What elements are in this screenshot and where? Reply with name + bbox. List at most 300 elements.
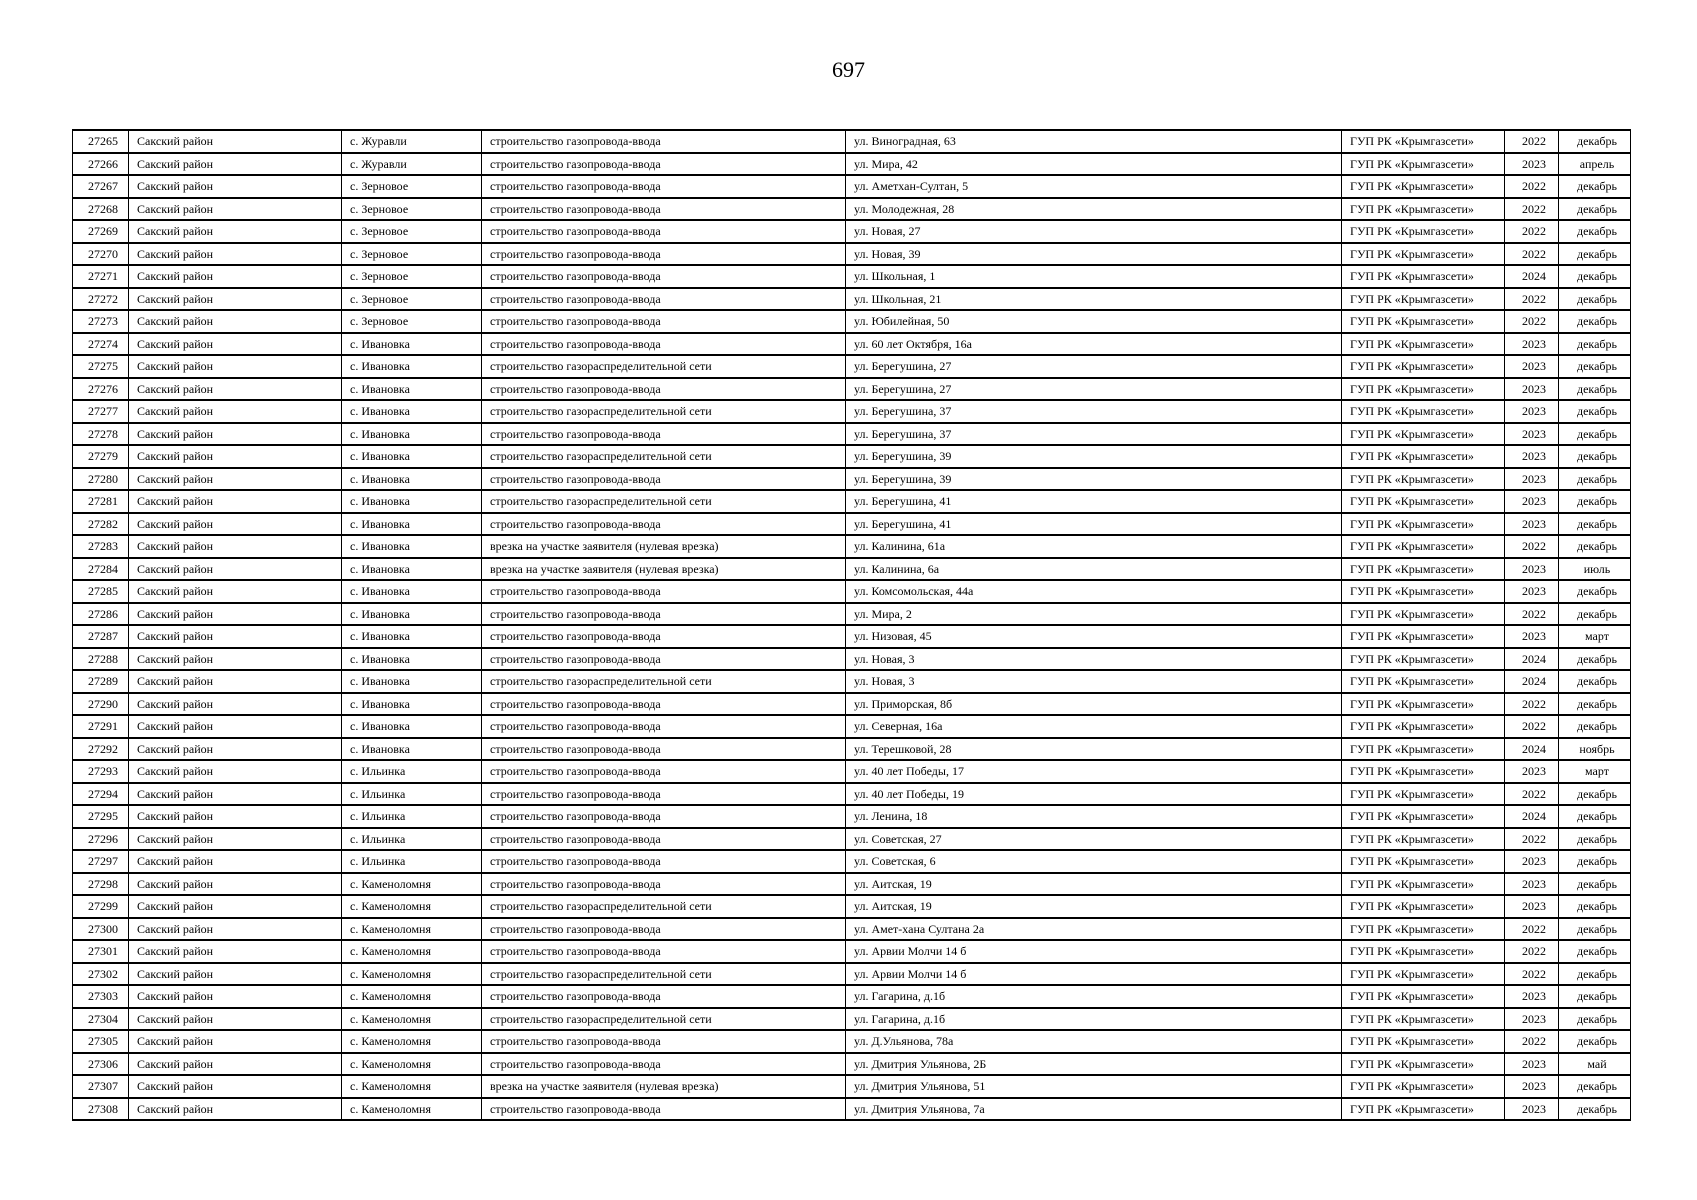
row-number: 27280 bbox=[73, 468, 129, 491]
address-cell: ул. Берегушина, 37 bbox=[846, 400, 1342, 423]
settlement-cell: с. Журавли bbox=[342, 153, 482, 176]
year-cell: 2023 bbox=[1505, 468, 1559, 491]
row-number: 27303 bbox=[73, 985, 129, 1008]
district-cell: Сакский район bbox=[129, 783, 342, 806]
work-type-cell: строительство газопровода-ввода bbox=[482, 715, 846, 738]
month-cell: декабрь bbox=[1559, 490, 1631, 513]
month-cell: декабрь bbox=[1559, 445, 1631, 468]
work-type-cell: строительство газопровода-ввода bbox=[482, 378, 846, 401]
district-cell: Сакский район bbox=[129, 715, 342, 738]
district-cell: Сакский район bbox=[129, 445, 342, 468]
table-row bbox=[73, 828, 1631, 851]
year-cell: 2023 bbox=[1505, 490, 1559, 513]
row-number: 27275 bbox=[73, 355, 129, 378]
month-cell: декабрь bbox=[1559, 580, 1631, 603]
address-cell: ул. Калинина, 6а bbox=[846, 558, 1342, 581]
settlement-cell: с. Ивановка bbox=[342, 693, 482, 716]
district-cell: Сакский район bbox=[129, 558, 342, 581]
settlement-cell: с. Ивановка bbox=[342, 670, 482, 693]
row-number: 27269 bbox=[73, 220, 129, 243]
address-cell: ул. Арвии Молчи 14 б bbox=[846, 940, 1342, 963]
year-cell: 2023 bbox=[1505, 985, 1559, 1008]
district-cell: Сакский район bbox=[129, 805, 342, 828]
work-type-cell: строительство газопровода-ввода bbox=[482, 198, 846, 221]
table-row bbox=[73, 1075, 1631, 1098]
row-number: 27270 bbox=[73, 243, 129, 266]
settlement-cell: с. Ивановка bbox=[342, 468, 482, 491]
address-cell: ул. Школьная, 21 bbox=[846, 288, 1342, 311]
organization-cell: ГУП РК «Крымгазсети» bbox=[1342, 918, 1505, 941]
settlement-cell: с. Каменоломня bbox=[342, 1030, 482, 1053]
row-number: 27277 bbox=[73, 400, 129, 423]
organization-cell: ГУП РК «Крымгазсети» bbox=[1342, 535, 1505, 558]
work-type-cell: строительство газопровода-ввода bbox=[482, 243, 846, 266]
district-cell: Сакский район bbox=[129, 265, 342, 288]
row-number: 27286 bbox=[73, 603, 129, 626]
district-cell: Сакский район bbox=[129, 625, 342, 648]
work-type-cell: строительство газопровода-ввода bbox=[482, 783, 846, 806]
work-type-cell: строительство газопровода-ввода bbox=[482, 130, 846, 153]
address-cell: ул. Гагарина, д.1б bbox=[846, 1008, 1342, 1031]
row-number: 27289 bbox=[73, 670, 129, 693]
row-number: 27284 bbox=[73, 558, 129, 581]
district-cell: Сакский район bbox=[129, 985, 342, 1008]
address-cell: ул. Новая, 27 bbox=[846, 220, 1342, 243]
address-cell: ул. Новая, 3 bbox=[846, 648, 1342, 671]
row-number: 27271 bbox=[73, 265, 129, 288]
settlement-cell: с. Каменоломня bbox=[342, 918, 482, 941]
month-cell: декабрь bbox=[1559, 400, 1631, 423]
year-cell: 2022 bbox=[1505, 310, 1559, 333]
year-cell: 2023 bbox=[1505, 423, 1559, 446]
organization-cell: ГУП РК «Крымгазсети» bbox=[1342, 783, 1505, 806]
table-row bbox=[73, 940, 1631, 963]
work-type-cell: строительство газопровода-ввода bbox=[482, 153, 846, 176]
district-cell: Сакский район bbox=[129, 355, 342, 378]
organization-cell: ГУП РК «Крымгазсети» bbox=[1342, 243, 1505, 266]
row-number: 27281 bbox=[73, 490, 129, 513]
month-cell: май bbox=[1559, 1053, 1631, 1076]
month-cell: декабрь bbox=[1559, 985, 1631, 1008]
address-cell: ул. Комсомольская, 44а bbox=[846, 580, 1342, 603]
month-cell: декабрь bbox=[1559, 783, 1631, 806]
settlement-cell: с. Ивановка bbox=[342, 400, 482, 423]
settlement-cell: с. Ивановка bbox=[342, 558, 482, 581]
table-row bbox=[73, 468, 1631, 491]
district-cell: Сакский район bbox=[129, 850, 342, 873]
year-cell: 2022 bbox=[1505, 603, 1559, 626]
address-cell: ул. Мира, 2 bbox=[846, 603, 1342, 626]
year-cell: 2024 bbox=[1505, 670, 1559, 693]
district-cell: Сакский район bbox=[129, 738, 342, 761]
organization-cell: ГУП РК «Крымгазсети» bbox=[1342, 715, 1505, 738]
work-type-cell: строительство газопровода-ввода bbox=[482, 175, 846, 198]
district-cell: Сакский район bbox=[129, 693, 342, 716]
work-type-cell: строительство газопровода-ввода bbox=[482, 220, 846, 243]
district-cell: Сакский район bbox=[129, 288, 342, 311]
row-number: 27291 bbox=[73, 715, 129, 738]
address-cell: ул. Ленина, 18 bbox=[846, 805, 1342, 828]
work-type-cell: строительство газопровода-ввода bbox=[482, 580, 846, 603]
gasification-register-table bbox=[72, 129, 1631, 1121]
year-cell: 2022 bbox=[1505, 918, 1559, 941]
district-cell: Сакский район bbox=[129, 873, 342, 896]
settlement-cell: с. Ивановка bbox=[342, 490, 482, 513]
district-cell: Сакский район bbox=[129, 490, 342, 513]
month-cell: декабрь bbox=[1559, 535, 1631, 558]
organization-cell: ГУП РК «Крымгазсети» bbox=[1342, 468, 1505, 491]
work-type-cell: строительство газопровода-ввода bbox=[482, 940, 846, 963]
organization-cell: ГУП РК «Крымгазсети» bbox=[1342, 423, 1505, 446]
year-cell: 2022 bbox=[1505, 828, 1559, 851]
month-cell: март bbox=[1559, 625, 1631, 648]
year-cell: 2022 bbox=[1505, 963, 1559, 986]
address-cell: ул. Северная, 16а bbox=[846, 715, 1342, 738]
settlement-cell: с. Зерновое bbox=[342, 265, 482, 288]
row-number: 27285 bbox=[73, 580, 129, 603]
year-cell: 2023 bbox=[1505, 333, 1559, 356]
organization-cell: ГУП РК «Крымгазсети» bbox=[1342, 625, 1505, 648]
organization-cell: ГУП РК «Крымгазсети» bbox=[1342, 220, 1505, 243]
district-cell: Сакский район bbox=[129, 603, 342, 626]
district-cell: Сакский район bbox=[129, 760, 342, 783]
table-row bbox=[73, 175, 1631, 198]
month-cell: декабрь bbox=[1559, 243, 1631, 266]
year-cell: 2023 bbox=[1505, 400, 1559, 423]
district-cell: Сакский район bbox=[129, 1075, 342, 1098]
work-type-cell: строительство газопровода-ввода bbox=[482, 850, 846, 873]
table-row bbox=[73, 265, 1631, 288]
organization-cell: ГУП РК «Крымгазсети» bbox=[1342, 873, 1505, 896]
settlement-cell: с. Ильинка bbox=[342, 805, 482, 828]
address-cell: ул. Берегушина, 37 bbox=[846, 423, 1342, 446]
month-cell: декабрь bbox=[1559, 918, 1631, 941]
month-cell: апрель bbox=[1559, 153, 1631, 176]
row-number: 27273 bbox=[73, 310, 129, 333]
address-cell: ул. Д.Ульянова, 78а bbox=[846, 1030, 1342, 1053]
settlement-cell: с. Ивановка bbox=[342, 648, 482, 671]
address-cell: ул. Советская, 6 bbox=[846, 850, 1342, 873]
organization-cell: ГУП РК «Крымгазсети» bbox=[1342, 310, 1505, 333]
year-cell: 2022 bbox=[1505, 288, 1559, 311]
year-cell: 2023 bbox=[1505, 153, 1559, 176]
work-type-cell: строительство газопровода-ввода bbox=[482, 828, 846, 851]
year-cell: 2022 bbox=[1505, 693, 1559, 716]
month-cell: декабрь bbox=[1559, 940, 1631, 963]
table-row bbox=[73, 243, 1631, 266]
table-row bbox=[73, 670, 1631, 693]
district-cell: Сакский район bbox=[129, 468, 342, 491]
table-row bbox=[73, 198, 1631, 221]
year-cell: 2022 bbox=[1505, 175, 1559, 198]
organization-cell: ГУП РК «Крымгазсети» bbox=[1342, 130, 1505, 153]
organization-cell: ГУП РК «Крымгазсети» bbox=[1342, 648, 1505, 671]
settlement-cell: с. Ивановка bbox=[342, 423, 482, 446]
address-cell: ул. Дмитрия Ульянова, 51 bbox=[846, 1075, 1342, 1098]
district-cell: Сакский район bbox=[129, 175, 342, 198]
month-cell: декабрь bbox=[1559, 310, 1631, 333]
settlement-cell: с. Каменоломня bbox=[342, 1008, 482, 1031]
month-cell: декабрь bbox=[1559, 423, 1631, 446]
table-row bbox=[73, 1030, 1631, 1053]
work-type-cell: строительство газораспределительной сети bbox=[482, 445, 846, 468]
year-cell: 2023 bbox=[1505, 1075, 1559, 1098]
organization-cell: ГУП РК «Крымгазсети» bbox=[1342, 355, 1505, 378]
address-cell: ул. Дмитрия Ульянова, 2Б bbox=[846, 1053, 1342, 1076]
settlement-cell: с. Зерновое bbox=[342, 310, 482, 333]
organization-cell: ГУП РК «Крымгазсети» bbox=[1342, 1098, 1505, 1121]
district-cell: Сакский район bbox=[129, 243, 342, 266]
month-cell: декабрь bbox=[1559, 715, 1631, 738]
year-cell: 2022 bbox=[1505, 1030, 1559, 1053]
year-cell: 2023 bbox=[1505, 873, 1559, 896]
table-row bbox=[73, 535, 1631, 558]
organization-cell: ГУП РК «Крымгазсети» bbox=[1342, 1053, 1505, 1076]
settlement-cell: с. Ивановка bbox=[342, 603, 482, 626]
work-type-cell: строительство газопровода-ввода bbox=[482, 805, 846, 828]
work-type-cell: строительство газопровода-ввода bbox=[482, 648, 846, 671]
address-cell: ул. Берегушина, 39 bbox=[846, 445, 1342, 468]
organization-cell: ГУП РК «Крымгазсети» bbox=[1342, 850, 1505, 873]
settlement-cell: с. Зерновое bbox=[342, 288, 482, 311]
row-number: 27293 bbox=[73, 760, 129, 783]
row-number: 27301 bbox=[73, 940, 129, 963]
settlement-cell: с. Каменоломня bbox=[342, 963, 482, 986]
work-type-cell: строительство газопровода-ввода bbox=[482, 513, 846, 536]
work-type-cell: строительство газопровода-ввода bbox=[482, 625, 846, 648]
work-type-cell: врезка на участке заявителя (нулевая врезка) bbox=[482, 535, 846, 558]
district-cell: Сакский район bbox=[129, 333, 342, 356]
year-cell: 2023 bbox=[1505, 355, 1559, 378]
year-cell: 2022 bbox=[1505, 198, 1559, 221]
work-type-cell: строительство газопровода-ввода bbox=[482, 288, 846, 311]
table-body bbox=[73, 130, 1631, 1120]
settlement-cell: с. Ивановка bbox=[342, 445, 482, 468]
table-row bbox=[73, 423, 1631, 446]
row-number: 27307 bbox=[73, 1075, 129, 1098]
address-cell: ул. Новая, 3 bbox=[846, 670, 1342, 693]
year-cell: 2024 bbox=[1505, 805, 1559, 828]
year-cell: 2024 bbox=[1505, 738, 1559, 761]
work-type-cell: строительство газопровода-ввода bbox=[482, 265, 846, 288]
district-cell: Сакский район bbox=[129, 423, 342, 446]
district-cell: Сакский район bbox=[129, 670, 342, 693]
row-number: 27302 bbox=[73, 963, 129, 986]
page-number: 697 bbox=[832, 57, 865, 82]
address-cell: ул. 60 лет Октября, 16а bbox=[846, 333, 1342, 356]
organization-cell: ГУП РК «Крымгазсети» bbox=[1342, 963, 1505, 986]
table-row bbox=[73, 1008, 1631, 1031]
work-type-cell: строительство газопровода-ввода bbox=[482, 985, 846, 1008]
organization-cell: ГУП РК «Крымгазсети» bbox=[1342, 1008, 1505, 1031]
district-cell: Сакский район bbox=[129, 580, 342, 603]
row-number: 27298 bbox=[73, 873, 129, 896]
work-type-cell: строительство газопровода-ввода bbox=[482, 423, 846, 446]
address-cell: ул. Молодежная, 28 bbox=[846, 198, 1342, 221]
organization-cell: ГУП РК «Крымгазсети» bbox=[1342, 513, 1505, 536]
month-cell: декабрь bbox=[1559, 828, 1631, 851]
district-cell: Сакский район bbox=[129, 940, 342, 963]
address-cell: ул. Берегушина, 41 bbox=[846, 513, 1342, 536]
organization-cell: ГУП РК «Крымгазсети» bbox=[1342, 1075, 1505, 1098]
year-cell: 2023 bbox=[1505, 1008, 1559, 1031]
table-row bbox=[73, 963, 1631, 986]
settlement-cell: с. Зерновое bbox=[342, 175, 482, 198]
month-cell: декабрь bbox=[1559, 288, 1631, 311]
work-type-cell: строительство газопровода-ввода bbox=[482, 693, 846, 716]
address-cell: ул. Берегушина, 41 bbox=[846, 490, 1342, 513]
address-cell: ул. Амет-хана Султана 2а bbox=[846, 918, 1342, 941]
district-cell: Сакский район bbox=[129, 378, 342, 401]
month-cell: декабрь bbox=[1559, 175, 1631, 198]
table-row bbox=[73, 513, 1631, 536]
organization-cell: ГУП РК «Крымгазсети» bbox=[1342, 580, 1505, 603]
row-number: 27304 bbox=[73, 1008, 129, 1031]
address-cell: ул. Калинина, 61а bbox=[846, 535, 1342, 558]
address-cell: ул. Берегушина, 27 bbox=[846, 355, 1342, 378]
row-number: 27299 bbox=[73, 895, 129, 918]
month-cell: декабрь bbox=[1559, 513, 1631, 536]
address-cell: ул. Низовая, 45 bbox=[846, 625, 1342, 648]
table-row bbox=[73, 153, 1631, 176]
address-cell: ул. Гагарина, д.1б bbox=[846, 985, 1342, 1008]
address-cell: ул. 40 лет Победы, 19 bbox=[846, 783, 1342, 806]
organization-cell: ГУП РК «Крымгазсети» bbox=[1342, 985, 1505, 1008]
work-type-cell: строительство газопровода-ввода bbox=[482, 1053, 846, 1076]
row-number: 27278 bbox=[73, 423, 129, 446]
year-cell: 2024 bbox=[1505, 265, 1559, 288]
settlement-cell: с. Ивановка bbox=[342, 715, 482, 738]
table-row bbox=[73, 985, 1631, 1008]
row-number: 27266 bbox=[73, 153, 129, 176]
row-number: 27300 bbox=[73, 918, 129, 941]
row-number: 27306 bbox=[73, 1053, 129, 1076]
address-cell: ул. Берегушина, 39 bbox=[846, 468, 1342, 491]
row-number: 27308 bbox=[73, 1098, 129, 1121]
table-row bbox=[73, 603, 1631, 626]
settlement-cell: с. Каменоломня bbox=[342, 873, 482, 896]
table-row bbox=[73, 130, 1631, 153]
month-cell: декабрь bbox=[1559, 220, 1631, 243]
district-cell: Сакский район bbox=[129, 198, 342, 221]
row-number: 27305 bbox=[73, 1030, 129, 1053]
row-number: 27290 bbox=[73, 693, 129, 716]
year-cell: 2022 bbox=[1505, 783, 1559, 806]
settlement-cell: с. Ивановка bbox=[342, 355, 482, 378]
address-cell: ул. Советская, 27 bbox=[846, 828, 1342, 851]
district-cell: Сакский район bbox=[129, 513, 342, 536]
address-cell: ул. Юбилейная, 50 bbox=[846, 310, 1342, 333]
month-cell: декабрь bbox=[1559, 333, 1631, 356]
district-cell: Сакский район bbox=[129, 310, 342, 333]
month-cell: декабрь bbox=[1559, 963, 1631, 986]
work-type-cell: строительство газораспределительной сети bbox=[482, 490, 846, 513]
work-type-cell: строительство газораспределительной сети bbox=[482, 963, 846, 986]
row-number: 27274 bbox=[73, 333, 129, 356]
settlement-cell: с. Ивановка bbox=[342, 580, 482, 603]
work-type-cell: строительство газораспределительной сети bbox=[482, 400, 846, 423]
month-cell: март bbox=[1559, 760, 1631, 783]
settlement-cell: с. Ивановка bbox=[342, 625, 482, 648]
month-cell: декабрь bbox=[1559, 873, 1631, 896]
district-cell: Сакский район bbox=[129, 828, 342, 851]
month-cell: декабрь bbox=[1559, 265, 1631, 288]
district-cell: Сакский район bbox=[129, 1030, 342, 1053]
district-cell: Сакский район bbox=[129, 1053, 342, 1076]
settlement-cell: с. Каменоломня bbox=[342, 940, 482, 963]
table-row bbox=[73, 805, 1631, 828]
organization-cell: ГУП РК «Крымгазсети» bbox=[1342, 805, 1505, 828]
settlement-cell: с. Ильинка bbox=[342, 760, 482, 783]
district-cell: Сакский район bbox=[129, 1098, 342, 1121]
address-cell: ул. Виноградная, 63 bbox=[846, 130, 1342, 153]
year-cell: 2023 bbox=[1505, 1098, 1559, 1121]
year-cell: 2022 bbox=[1505, 130, 1559, 153]
row-number: 27283 bbox=[73, 535, 129, 558]
year-cell: 2023 bbox=[1505, 625, 1559, 648]
row-number: 27279 bbox=[73, 445, 129, 468]
row-number: 27287 bbox=[73, 625, 129, 648]
work-type-cell: строительство газопровода-ввода bbox=[482, 333, 846, 356]
settlement-cell: с. Ильинка bbox=[342, 828, 482, 851]
month-cell: декабрь bbox=[1559, 805, 1631, 828]
year-cell: 2023 bbox=[1505, 513, 1559, 536]
month-cell: декабрь bbox=[1559, 895, 1631, 918]
address-cell: ул. Приморская, 8б bbox=[846, 693, 1342, 716]
address-cell: ул. Школьная, 1 bbox=[846, 265, 1342, 288]
work-type-cell: строительство газопровода-ввода bbox=[482, 918, 846, 941]
table-row bbox=[73, 355, 1631, 378]
work-type-cell: строительство газораспределительной сети bbox=[482, 355, 846, 378]
address-cell: ул. Дмитрия Ульянова, 7а bbox=[846, 1098, 1342, 1121]
organization-cell: ГУП РК «Крымгазсети» bbox=[1342, 198, 1505, 221]
month-cell: декабрь bbox=[1559, 648, 1631, 671]
district-cell: Сакский район bbox=[129, 963, 342, 986]
table-row bbox=[73, 693, 1631, 716]
organization-cell: ГУП РК «Крымгазсети» bbox=[1342, 693, 1505, 716]
month-cell: декабрь bbox=[1559, 378, 1631, 401]
month-cell: декабрь bbox=[1559, 355, 1631, 378]
address-cell: ул. Мира, 42 bbox=[846, 153, 1342, 176]
table-row bbox=[73, 490, 1631, 513]
organization-cell: ГУП РК «Крымгазсети» bbox=[1342, 670, 1505, 693]
settlement-cell: с. Каменоломня bbox=[342, 1098, 482, 1121]
table-row bbox=[73, 625, 1631, 648]
year-cell: 2023 bbox=[1505, 445, 1559, 468]
month-cell: декабрь bbox=[1559, 693, 1631, 716]
settlement-cell: с. Ивановка bbox=[342, 738, 482, 761]
row-number: 27276 bbox=[73, 378, 129, 401]
address-cell: ул. Аитская, 19 bbox=[846, 895, 1342, 918]
organization-cell: ГУП РК «Крымгазсети» bbox=[1342, 895, 1505, 918]
table-row bbox=[73, 895, 1631, 918]
table-row bbox=[73, 580, 1631, 603]
work-type-cell: строительство газопровода-ввода bbox=[482, 873, 846, 896]
year-cell: 2022 bbox=[1505, 535, 1559, 558]
table-row bbox=[73, 378, 1631, 401]
month-cell: июль bbox=[1559, 558, 1631, 581]
month-cell: декабрь bbox=[1559, 1008, 1631, 1031]
year-cell: 2022 bbox=[1505, 243, 1559, 266]
district-cell: Сакский район bbox=[129, 153, 342, 176]
month-cell: декабрь bbox=[1559, 603, 1631, 626]
table-row bbox=[73, 288, 1631, 311]
work-type-cell: строительство газопровода-ввода bbox=[482, 310, 846, 333]
table-row bbox=[73, 715, 1631, 738]
address-cell: ул. Берегушина, 27 bbox=[846, 378, 1342, 401]
month-cell: декабрь bbox=[1559, 1030, 1631, 1053]
year-cell: 2023 bbox=[1505, 850, 1559, 873]
